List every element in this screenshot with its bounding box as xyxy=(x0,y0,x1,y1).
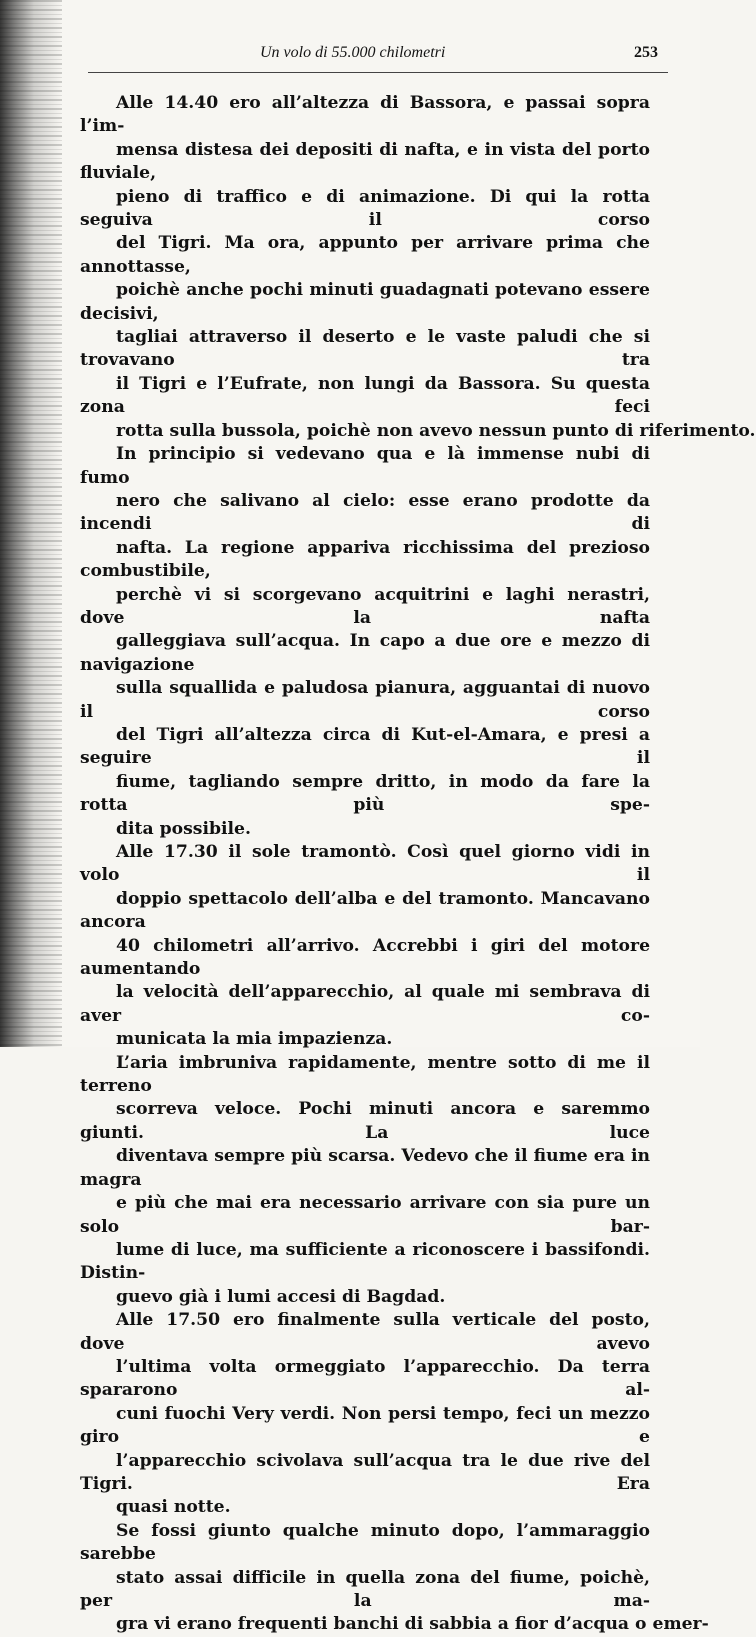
paragraph xyxy=(80,1052,650,1309)
page-number: 253 xyxy=(634,44,658,61)
running-title: Un volo di 55.000 chilometri xyxy=(260,44,446,61)
page-header xyxy=(88,44,668,68)
text-line: galleggiava sull’acqua. In capo a due ore e mezzo di navigazione xyxy=(80,631,650,675)
text-line: doppio spettacolo dell’alba e del tramonto. Mancavano ancora xyxy=(80,888,650,933)
paragraph xyxy=(80,92,756,443)
text-line: Se fossi giunto qualche minuto dopo, l’ammaraggio sarebbe xyxy=(80,1520,650,1565)
text-line: guevo già i lumi accesi di Bagdad. xyxy=(116,1286,446,1307)
text-line: del Tigri. Ma ora, appunto per arrivare prima che annottasse, xyxy=(80,233,650,277)
text-line: fiume, tagliando sempre dritto, in modo da fare la rotta più spe- xyxy=(80,771,650,816)
text-line: tagliai attraverso il deserto e le vaste paludi che si trovavano tra xyxy=(80,327,650,371)
text-line: municata la mia impazienza. xyxy=(116,1029,393,1050)
text-line: In principio si vedevano qua e là immense nubi di fumo xyxy=(80,444,650,488)
text-line: gra vi erano frequenti banchi di sabbia a fior d’acqua o emer- xyxy=(116,1614,709,1635)
text-line: rotta sulla bussola, poichè non avevo nessun punto di riferimento. xyxy=(116,420,756,441)
text-line: e più che mai era necessario arrivare con sia pure un solo bar- xyxy=(80,1193,650,1237)
paragraph xyxy=(80,1520,709,1637)
text-line: il Tigri e l’Eufrate, non lungi da Bassora. Su questa zona feci xyxy=(80,373,650,418)
text-line: nero che salivano al cielo: esse erano prodotte da incendi di xyxy=(80,490,650,535)
paragraph xyxy=(80,443,650,841)
text-line: nafta. La regione appariva ricchissima del prezioso combustibile, xyxy=(80,537,650,582)
text-line: poichè anche pochi minuti guadagnati potevano essere decisivi, xyxy=(80,280,650,324)
text-line: del Tigri all’altezza circa di Kut-el-Amara, e presi a seguire il xyxy=(80,724,650,769)
header-rule xyxy=(88,72,668,73)
text-line: diventava sempre più scarsa. Vedevo che il fiume era in magra xyxy=(80,1146,650,1190)
text-line: scorreva veloce. Pochi minuti ancora e saremmo giunti. La luce xyxy=(80,1099,650,1143)
text-line: Alle 17.30 il sole tramontò. Così quel giorno vidi in volo il xyxy=(80,842,650,886)
text-line: l’ultima volta ormeggiato l’apparecchio. Da terra spararono al- xyxy=(80,1356,650,1401)
text-line: stato assai difficile in quella zona del fiume, poichè, per la ma- xyxy=(80,1567,650,1611)
binding-shadow xyxy=(0,0,62,1047)
text-line: pieno di traffico e di animazione. Di qui la rotta seguiva il corso xyxy=(80,186,650,231)
body-text xyxy=(80,92,756,1637)
text-line: lume di luce, ma sufficiente a riconoscere i bassifondi. Distin- xyxy=(80,1239,650,1284)
text-line: dita possibile. xyxy=(116,818,251,839)
text-line: la velocità dell’apparecchio, al quale mi sembrava di aver co- xyxy=(80,982,650,1026)
text-line: Alle 14.40 ero all’altezza di Bassora, e passai sopra l’im- xyxy=(80,93,650,137)
text-line: sulla squallida e paludosa pianura, agguantai di nuovo il corso xyxy=(80,678,650,722)
text-line: 40 chilometri all’arrivo. Accrebbi i giri del motore aumentando xyxy=(80,935,650,980)
text-line: L’aria imbruniva rapidamente, mentre sotto di me il terreno xyxy=(80,1052,650,1097)
text-line: perchè vi si scorgevano acquitrini e laghi nerastri, dove la nafta xyxy=(80,584,650,628)
text-line: quasi notte. xyxy=(116,1497,231,1518)
text-line: Alle 17.50 ero finalmente sulla verticale del posto, dove avevo xyxy=(80,1310,650,1354)
text-line: cuni fuochi Very verdi. Non persi tempo, feci un mezzo giro e xyxy=(80,1403,650,1448)
text-line: mensa distesa dei depositi di nafta, e in vista del porto fluviale, xyxy=(80,139,650,184)
paragraph xyxy=(80,1309,650,1520)
paragraph xyxy=(80,841,650,1052)
text-line: l’apparecchio scivolava sull’acqua tra le due rive del Tigri. Era xyxy=(80,1450,650,1494)
